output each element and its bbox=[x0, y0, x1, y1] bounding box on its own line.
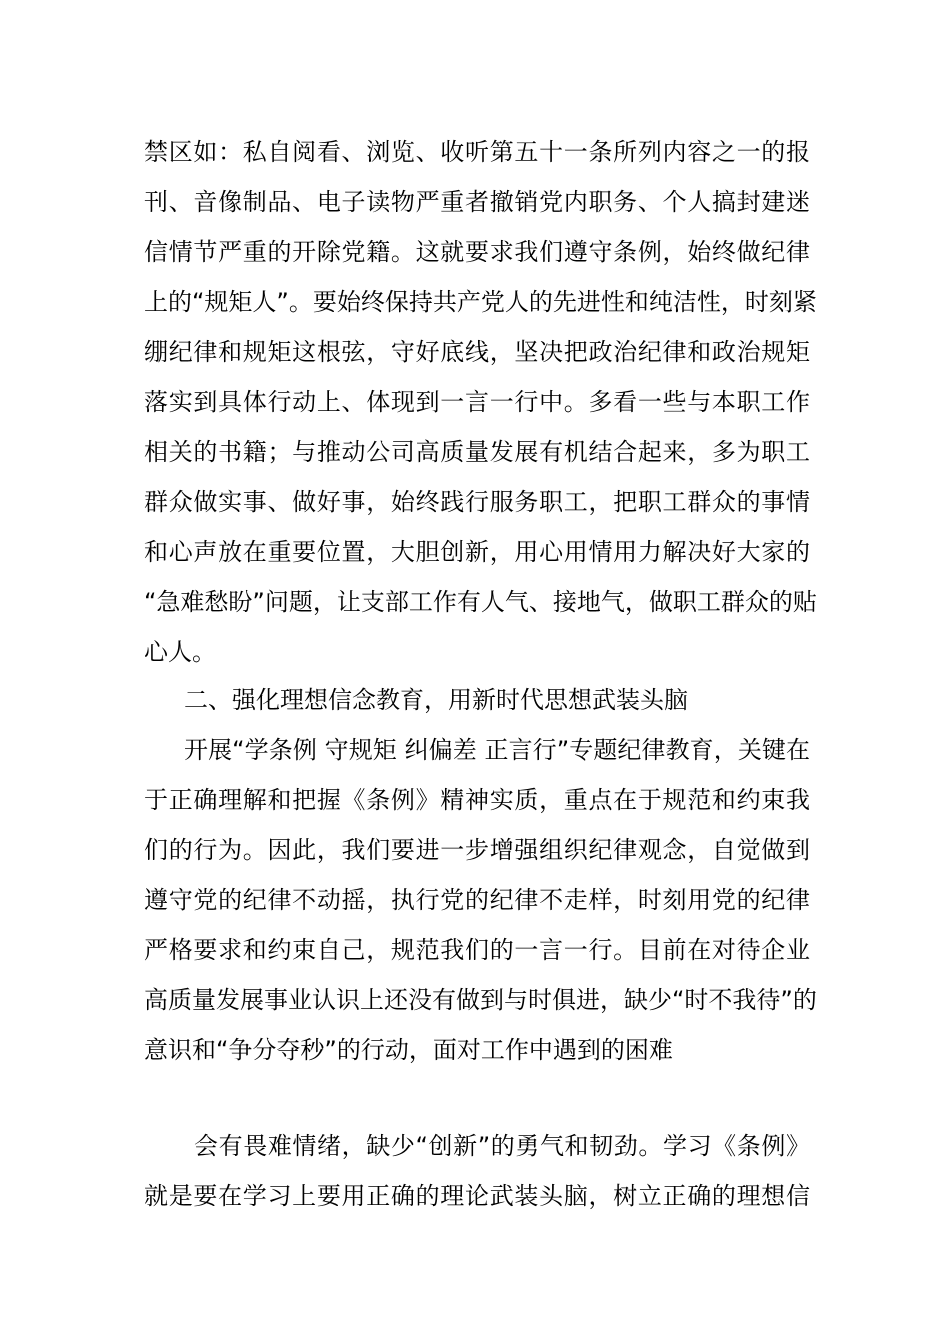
section-heading: 二、强化理想信念教育，用新时代思想武装头脑 bbox=[184, 686, 688, 714]
text-line: 刊、音像制品、电子读物严重者撤销党内职务、个人搞封建迷 bbox=[144, 188, 810, 216]
text-line: 意识和“争分夺秒”的行动，面对工作中遇到的困难 bbox=[144, 1036, 673, 1064]
text-line: 信情节严重的开除党籍。这就要求我们遵守条例，始终做纪律 bbox=[144, 238, 810, 266]
text-line: 落实到具体行动上、体现到一言一行中。多看一些与本职工作 bbox=[144, 388, 810, 416]
text-line: 就是要在学习上要用正确的理论武装头脑，树立正确的理想信 bbox=[144, 1182, 810, 1210]
text-line: 绷纪律和规矩这根弦，守好底线，坚决把政治纪律和政治规矩 bbox=[144, 338, 810, 366]
text-line: 开展“学条例 守规矩 纠偏差 正言行”专题纪律教育，关键在 bbox=[184, 736, 810, 764]
text-line: 于正确理解和把握《条例》精神实质，重点在于规范和约束我 bbox=[144, 786, 810, 814]
text-line: 上的“规矩人”。要始终保持共产党人的先进性和纯洁性，时刻紧 bbox=[144, 288, 817, 316]
text-line: 会有畏难情绪，缺少“创新”的勇气和韧劲。学习《条例》 bbox=[194, 1132, 810, 1160]
text-line: 和心声放在重要位置，大胆创新，用心用情用力解决好大家的 bbox=[144, 538, 810, 566]
text-line: “急难愁盼”问题，让支部工作有人气、接地气，做职工群众的贴 bbox=[144, 588, 817, 616]
text-line: 禁区如：私自阅看、浏览、收听第五十一条所列内容之一的报 bbox=[144, 138, 810, 166]
text-line: 心人。 bbox=[144, 638, 216, 666]
text-line: 严格要求和约束自己，规范我们的一言一行。目前在对待企业 bbox=[144, 936, 810, 964]
text-line: 遵守党的纪律不动摇，执行党的纪律不走样，时刻用党的纪律 bbox=[144, 886, 810, 914]
text-line: 群众做实事、做好事，始终践行服务职工，把职工群众的事情 bbox=[144, 488, 810, 516]
text-line: 高质量发展事业认识上还没有做到与时俱进，缺少“时不我待”的 bbox=[144, 986, 817, 1014]
text-line: 们的行为。因此，我们要进一步增强组织纪律观念，自觉做到 bbox=[144, 836, 810, 864]
text-line: 相关的书籍；与推动公司高质量发展有机结合起来，多为职工 bbox=[144, 438, 810, 466]
